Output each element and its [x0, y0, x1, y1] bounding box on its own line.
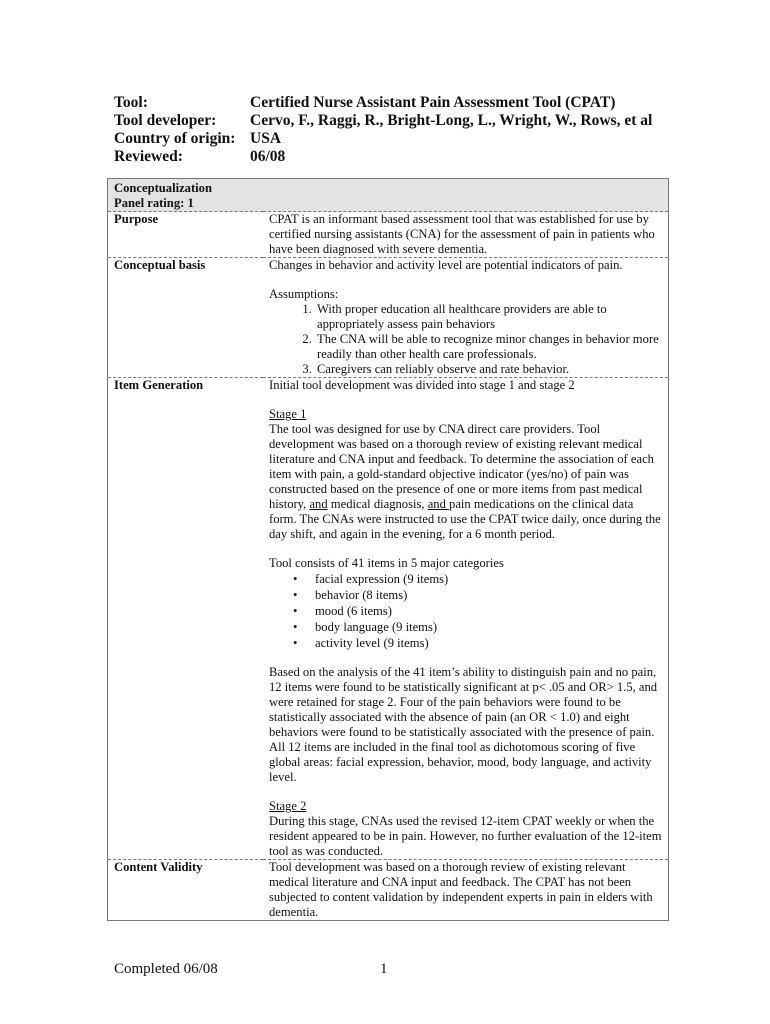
- categories-list: [269, 571, 664, 651]
- item-generation-intro: Initial tool development was divided into stage 1 and stage 2: [269, 378, 575, 392]
- developer-label: Tool developer:: [114, 112, 217, 129]
- stage2-title: Stage 2: [269, 799, 307, 813]
- stage1-and-1: and: [309, 497, 328, 511]
- purpose-text: CPAT is an informant based assessment tool that was established for use by certified nursing assistants (CNA) for the assessment of pain in patients who have been diagnosed with severe dementia.: [263, 212, 669, 258]
- developer-value: Cervo, F., Raggi, R., Bright-Long, L., Wright, W., Rows, et al: [250, 112, 653, 129]
- item-generation-label: Item Generation: [108, 378, 264, 860]
- list-item: • facial expression (9 items): [315, 571, 664, 587]
- conceptual-row: [108, 258, 669, 378]
- analysis-text: Based on the analysis of the 41 item’s ability to distinguish pain and no pain, 12 items were found to be statistically significant at p< .05 and OR> 1.5, and were retained for stage 2. Four of the pain behaviors were found to be statistically associated with the absence of pain (an OR < 1.0) and eight behaviors were found to be statistically associated with the presence of pain. All 12 items are included in the final tool as dichotomous scoring of five global areas: facial expression, behavior, mood, body language, and activity level.: [269, 665, 658, 784]
- footer-completed: Completed 06/08: [114, 961, 218, 977]
- stage2-text: During this stage, CNAs used the revised 12-item CPAT weekly or when the resident appeared to be in pain. However, no further evaluation of the 12-item tool as was conducted.: [269, 814, 662, 858]
- developer-row: [114, 112, 652, 130]
- content-validity-row: [108, 860, 669, 921]
- list-item: • mood (6 items): [315, 603, 664, 619]
- stage1-title: Stage 1: [269, 407, 307, 421]
- assumptions-title: Assumptions:: [269, 287, 339, 301]
- section-header: [108, 179, 669, 212]
- country-row: [114, 130, 652, 148]
- document-header: [114, 94, 652, 166]
- conceptual-text: Changes in behavior and activity level are potential indicators of pain.: [269, 258, 623, 272]
- page-number: 1: [380, 961, 388, 977]
- list-item: • behavior (8 items): [315, 587, 664, 603]
- tool-label: Tool:: [114, 94, 148, 111]
- list-item: • activity level (9 items): [315, 635, 664, 651]
- categories-intro: Tool consists of 41 items in 5 major categories: [269, 556, 504, 570]
- tool-value: Certified Nurse Assistant Pain Assessment Tool (CPAT): [250, 94, 616, 111]
- section-header-row: [108, 179, 669, 212]
- reviewed-row: [114, 148, 652, 166]
- list-item: • body language (9 items): [315, 619, 664, 635]
- section-rating: Panel rating: 1: [114, 196, 194, 210]
- content-validity-label: Content Validity: [108, 860, 264, 921]
- stage1-text: [269, 422, 664, 542]
- conceptual-cell: [263, 258, 669, 378]
- purpose-row: [108, 212, 669, 258]
- country-label: Country of origin:: [114, 130, 236, 147]
- stage1-text-c: pain medications on the clinical data form. The CNAs were instructed to use the CPAT twice daily, once during the day shift, and again in the evening, for a 6 month period.: [269, 497, 661, 541]
- item-generation-cell: [263, 378, 669, 860]
- list-item: 3. Caregivers can reliably observe and rate behavior.: [315, 362, 664, 377]
- stage1-text-a: The tool was designed for use by CNA direct care providers. Tool development was based on a thorough review of existing relevant medical literature and CNA input and feedback. To determine the association of each item with pain, a gold-standard objective indicator (yes/no) of pain was constructed based on the presence of one or more items from past medical history,: [269, 422, 654, 511]
- reviewed-value: 06/08: [250, 148, 286, 165]
- tool-row: [114, 94, 652, 112]
- list-item: 2. The CNA will be able to recognize minor changes in behavior more readily than other health care professionals.: [315, 332, 664, 362]
- review-table: [107, 178, 669, 921]
- purpose-label: Purpose: [108, 212, 264, 258]
- country-value: USA: [250, 130, 282, 147]
- conceptual-label: Conceptual basis: [108, 258, 264, 378]
- stage1-block: [269, 407, 664, 542]
- section-title: Conceptualization: [114, 181, 212, 195]
- list-item: 1. With proper education all healthcare providers are able to appropriately assess pain behaviors: [315, 302, 664, 332]
- stage1-text-b: medical diagnosis,: [327, 497, 428, 511]
- categories-block: [269, 556, 664, 651]
- reviewed-label: Reviewed:: [114, 148, 183, 165]
- stage1-and-2: and: [427, 497, 450, 511]
- stage2-block: [269, 799, 664, 859]
- content-validity-text: Tool development was based on a thorough review of existing relevant medical literature and CNA input and feedback. The CPAT has not been subjected to content validation by independent experts in pain in elders with dementia.: [263, 860, 669, 921]
- assumptions-list: [269, 302, 664, 377]
- item-generation-row: [108, 378, 669, 860]
